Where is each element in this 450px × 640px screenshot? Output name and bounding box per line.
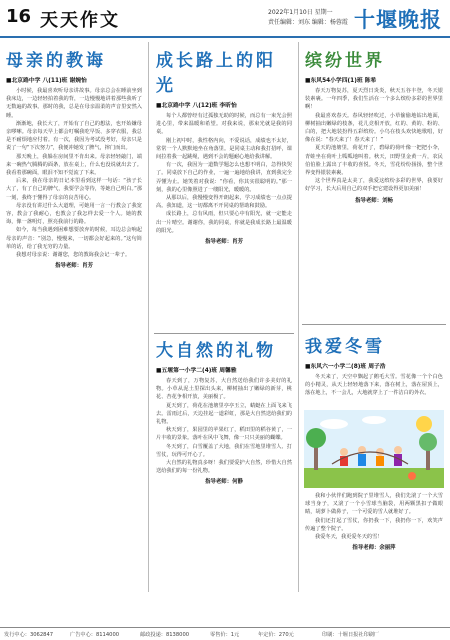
paragraph: 刚上初中时，我性格内向，不爱说话，成绩也不太好，常常一个人默默地坐在角落里。是同桌主动和我打招呼，课间拉着我一起跳绳，遇到不会的题耐心地给我讲解。 (156, 137, 292, 161)
footer-printer: 印刷：十堰日报社印刷厂 (322, 632, 380, 638)
page-footer (0, 627, 450, 640)
article-divider (302, 324, 446, 325)
paragraph: 冬天到了，白雪覆盖了大地，我们在雪地里堆雪人、打雪仗，玩得可开心了。 (156, 443, 292, 458)
footer-retail-price: 零售价：1元 (210, 632, 240, 638)
footer-postal: 邮政投递：8138000 (140, 632, 190, 638)
article-byline: ■东风六一小学二(8)班 周子浩 (305, 364, 386, 370)
article-title: 大自然的礼物 (156, 341, 276, 361)
column-middle (156, 40, 292, 595)
section-title: 天天作文 (40, 10, 120, 31)
teacher-credit: 指导老师：肖芳 (205, 239, 243, 246)
article-winter-snow-continued (305, 492, 443, 592)
footer-ads: 广告中心：8114000 (70, 632, 120, 638)
teacher-credit: 指导老师：刘畅 (355, 197, 393, 204)
article-title: 成长路上的阳光 (156, 51, 276, 96)
children-illustration (304, 410, 444, 488)
paragraph: 有一次，我因为一道数学题怎么也想不明白，急得快哭了。同桌放下自己的作业，一遍一遍地给我讲，直到我完全弄懂为止。她笑着对我说：“你看，你其实很聪明的。”那一刻，我的心里像照进了一缕阳光，暖暖的。 (156, 162, 292, 193)
footer-annual-price: 年定价：270元 (258, 632, 294, 638)
paragraph: 这个世界真是太美了，我爱这缤纷多彩的世界，我要好好学习，长大后用自己的双手把它建设得更加美丽！ (305, 178, 443, 193)
article-byline: ■北京路中学 八(12)班 李昕怡 (156, 103, 237, 109)
editor-credit: 责任编辑：刘东 编辑：杨蓉霞 (268, 19, 348, 26)
masthead-logo: 十堰晚报 (354, 7, 442, 32)
footer-circulation: 发行中心：3062847 (4, 632, 54, 638)
paragraph: 每个人都曾经有过孤独无助的时候，而总有一束光会照进心里，带来温暖和希望。对我来说，那束光就是我的同桌。 (156, 113, 292, 136)
article-nature-gift (156, 330, 292, 592)
article-sunshine (156, 40, 292, 330)
article-colorful-world (305, 40, 443, 320)
paragraph: 我和小伙伴们跑到院子里堆雪人，我们先滚了一个大雪球当身子，又滚了一个小雪球当脑袋，用两颗黑扣子做眼睛，胡萝卜做鼻子，一个可爱的雪人就堆好了。 (305, 493, 443, 516)
article-divider (154, 333, 294, 334)
paragraph: 冬天来了，天空中飘起了鹅毛大雪。雪花像一个个白色的小精灵，从天上轻轻地落下来，落在树上，落在屋顶上，落在地上，不一会儿，大地就穿上了一件洁白的外衣。 (305, 374, 443, 397)
paragraph: 渐渐地，我长大了，开始有了自己的想法，也开始嫌母亲啰嗦。母亲每天早上都会叮嘱我吃早饭、多穿衣服，我总是不耐烦地应付着。有一次，我因为考试没考好，母亲只是说了一句“下次努力”，我便冲她发了脾气，摔门而出。 (6, 120, 142, 152)
paragraph: 那天晚上，我躲在房间里不肯出来。母亲轻轻敲门，端来一碗热气腾腾的面条，放在桌上，什么也没说就出去了。我看着那碗面，眼泪不知不觉流了下来。 (6, 153, 142, 177)
article-byline: ■五堰第一小学二(4)班 周馨雅 (156, 368, 237, 374)
paragraph: 夏天到了，荷花在池塘里亭亭玉立，蜻蜓在上面飞来飞去。雷雨过后，天边挂起一道彩虹，那是大自然送给我们的礼物。 (156, 402, 292, 426)
article-mothers-teaching (6, 40, 142, 595)
page-number: 16 (6, 6, 32, 27)
paragraph: 成长路上，总有风雨，但只要心中有阳光，就一定能走出一片晴空。谢谢你，我的同桌，你就是我成长路上最温暖的阳光。 (156, 211, 292, 234)
article-byline: ■北京路中学 八(11)班 谢婉怡 (6, 78, 87, 84)
paragraph: 母亲没有讲过什么大道理，可她用一言一行教会了我宽容，教会了我耐心，也教会了我怎样去爱一个人。她的教诲，像一盏明灯，照亮我前行的路。 (6, 202, 142, 226)
column-right (305, 40, 443, 595)
page-header (0, 0, 450, 38)
paragraph: 如今，每当我遇到困难想要放弃的时候，耳边总会响起母亲的声音：“别急，慢慢来，一切都会好起来的。”这句简单的话，给了我无穷的力量。 (6, 227, 142, 250)
article-winter-snow (305, 326, 443, 414)
article-title: 我爱冬雪 (305, 337, 385, 357)
column-divider (298, 42, 299, 592)
paragraph: 春天到了，万物复苏，大自然送给我们许多美好的礼物。小草从泥土里探出头来，柳树抽出了嫩绿的新芽，桃花、杏花争相开放，美丽极了。 (156, 378, 292, 401)
article-byline: ■东风54小学四(1)班 陈希 (305, 78, 377, 84)
paragraph: 从那以后，我慢慢变得开朗起来，学习成绩也一点点提高。我知道，这一切都离不开同桌的帮助和鼓励。 (156, 195, 292, 210)
paragraph: 我想对母亲说：谢谢您，您的教诲我会记一辈子。 (16, 252, 131, 259)
playground-illustration-image (304, 410, 444, 488)
paragraph: 小时候，我最喜欢听母亲讲故事。母亲总会在睡前坐到我床边，一边轻轻拍着我的背，一边慢慢地讲着那些我听了无数遍的故事。那时的我，总是在母亲温柔的声音里安然入睡。 (6, 88, 142, 119)
article-title: 缤纷世界 (305, 51, 385, 71)
paragraph: 大自然的礼物真多呀！我们要爱护大自然，珍惜大自然送给我们的每一份礼物。 (156, 460, 292, 475)
teacher-credit: 指导老师：肖芳 (55, 263, 93, 270)
paragraph: 我们还打起了雪仗，你扔我一下，我扔你一下，欢笑声传遍了整个院子。 (305, 517, 443, 532)
paragraph: 秋天到了，果园里的苹果红了，稻田里的稻谷黄了，一片丰收的景象。落叶在风中飞舞，像一只只美丽的蝴蝶。 (156, 427, 292, 442)
column-divider (148, 42, 149, 592)
teacher-credit: 指导老师：余丽萍 (352, 545, 396, 552)
paragraph: 夏天的池塘里，荷花开了，碧绿的荷叶像一把把小伞，青蛙坐在荷叶上呱呱地叫着。秋天，田野里金黄一片，农民伯伯脸上露出了丰收的喜悦。冬天，雪花纷纷扬扬，整个世界变得银装素裹。 (305, 145, 443, 177)
paragraph: 春天万物复苏，夏天烈日炎炎，秋天五谷丰登，冬天银装素裹。一年四季，我们生活在一个多么缤纷多彩的世界里啊！ (305, 88, 443, 111)
paragraph: 我爱冬天，我更爱冬天的雪！ (315, 534, 383, 541)
teacher-credit: 指导老师：何静 (205, 479, 243, 486)
paragraph: 我最喜欢春天。春风轻轻吹过，小草偷偷地钻出地面，柳树抽出嫩绿的枝条，花儿竞相开放，红的、黄的、粉的、白的，把大地装扮得五彩缤纷。小鸟在枝头欢快地歌唱，好像在说：“春天来了！春天来了！” (305, 112, 443, 144)
article-title: 母亲的教诲 (6, 51, 106, 71)
paragraph: 后来，我在母亲的日记本里看到这样一句话：“孩子长大了，有了自己的脾气，我要学会等待，等她自己明白。”那一刻，我终于懂得了母亲的良苦用心。 (6, 178, 142, 201)
issue-date: 2022年1月10日 星期一 (268, 9, 333, 16)
